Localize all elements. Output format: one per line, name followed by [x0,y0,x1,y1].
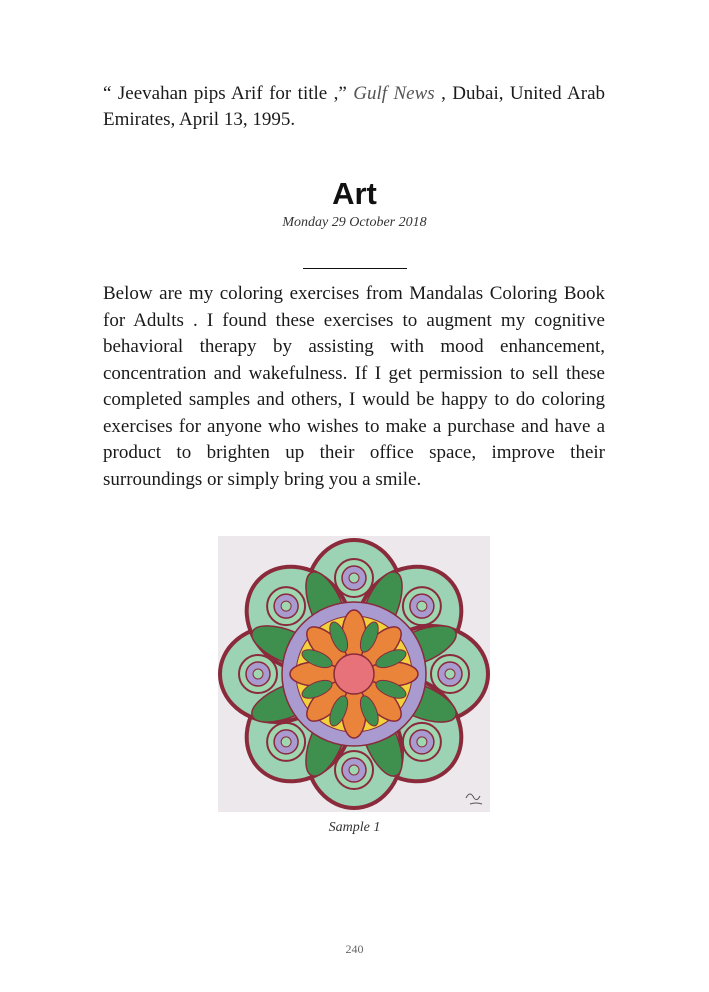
section-heading: Art [332,176,377,211]
article-body: Below are my coloring exercises from Mandalas Coloring Book for Adults . I found these exercises to augment my cognitive behavioral therapy by assisting with mood enhancement, concentration and wakefulness. If I get permission to sell these completed samples and others, I would be happy to do coloring exercises for anyone who wishes to make a purchase and have a product to brighten up their office space, improve their surroundings or simply bring you a smile. [103,283,605,490]
mandala-rosette-center [349,765,359,775]
mandala-rosette-center [417,737,427,747]
mandala-rosette-center [349,573,359,583]
artist-signature [466,794,482,804]
mandala-rosette-center [417,601,427,611]
mandala-rosette-center [445,669,455,679]
mandala-rosette-center [281,601,291,611]
figure-caption: Sample 1 [328,820,381,835]
citation-source: Gulf News [353,83,435,104]
page-number: 240 [345,942,364,956]
mandala-artwork [218,536,490,812]
mandala-center [334,654,374,694]
news-citation [103,81,605,133]
mandala-rosette-center [281,737,291,747]
post-date: Monday 29 October 2018 [282,215,427,230]
citation-details: , Dubai, United Arab Emirates, April 13, 1995. [103,83,606,130]
separator-rule [303,268,407,269]
mandala-drawing [218,536,490,812]
citation-title: Jeevahan pips Arif for title ,” [111,83,347,104]
citation-open-quote: “ [103,83,112,104]
mandala-rosette-center [253,669,263,679]
